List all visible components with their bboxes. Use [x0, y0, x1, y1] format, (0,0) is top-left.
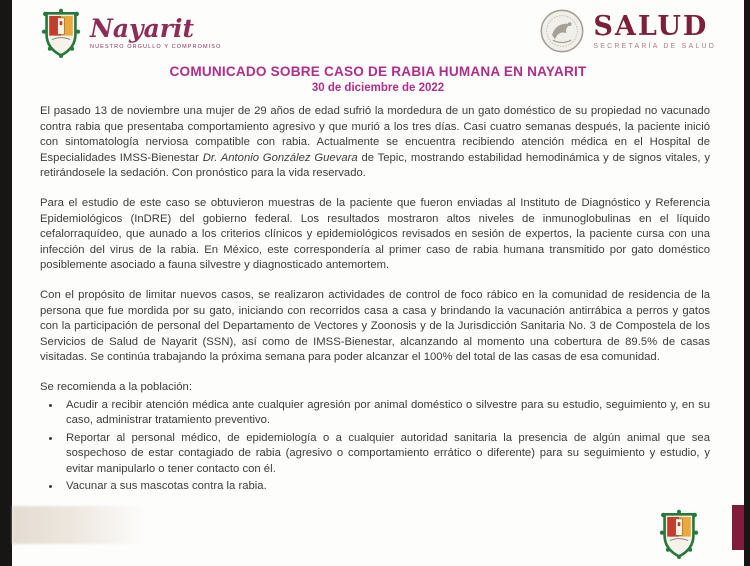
salud-wordmark: SALUD: [593, 10, 709, 42]
paragraph-1: [40, 104, 710, 182]
document-header: [12, 6, 744, 58]
title-block: [12, 64, 744, 94]
document-date: 30 de diciembre de 2022: [311, 82, 445, 94]
salud-seal-icon: [539, 8, 585, 54]
nayarit-wordmark: Nayarit: [90, 14, 194, 43]
nayarit-wordmark-block: [90, 16, 221, 50]
page-title: COMUNICADO SOBRE CASO DE RABIA HUMANA EN NAYARIT: [169, 64, 587, 79]
salud-logo: [539, 8, 716, 54]
recommendations-intro: Se recomienda a la población:: [40, 380, 192, 393]
paragraph-1-text: El pasado 13 de noviembre una mujer de 29 años de edad sufrió la mordedura de un gato doméstico de su propiedad no vacunado contra rabia que presentaba comportamiento agresivo y que murió a los tres días. Casi cuatro semanas después, la paciente inició con sintomatología nerviosa compatible con rabia. Actualmente se encuentra recibiendo atención médica en el Hospital de Especialidades IMSS-Bienestar: [40, 105, 710, 164]
nayarit-crest-footer-icon: [658, 508, 700, 560]
salud-wordmark-block: [593, 10, 716, 50]
hospital-name: Dr. Antonio González Guevara: [202, 151, 358, 164]
recommendation-item: • Vacunar a sus mascotas contra la rabia.: [61, 479, 710, 495]
right-letterbox-bar: [744, 0, 750, 566]
nayarit-tagline: NUESTRO ORGULLO Y COMPROMISO: [90, 44, 222, 50]
maroon-accent-bar: [732, 505, 744, 550]
recommendation-item: • Reportar al personal médico, de epidemiología o a cualquier autoridad sanitaria la presencia de algún animal que sea sospechoso de estar contagiado de rabia (agresivo o comportamiento errático o diferente) para su seguimiento y estudio, y evitar manipularlo o tener contacto con él.: [61, 431, 710, 478]
recommendation-item: • Acudir a recibir atención médica ante cualquier agresión por animal doméstico o silvestre para su estudio, seguimiento y, en su caso, administrar tratamiento preventivo.: [61, 398, 710, 429]
scan-smudge: [12, 506, 154, 544]
paragraph-3: Con el propósito de limitar nuevos casos, se realizaron actividades de control de foco rábico en la comunidad de residencia de la persona que fue mordida por su gato, iniciando con recorridos casa a casa y brindando la vacunación antirrábica a perros y gatos con la participación de personal del Departamento de Vectores y Zoonosis y de la Jurisdicción Sanitaria No. 3 de Compostela de los Servicios de Salud de Nayarit (SSN), así como de IMSS-Bienestar, alcanzando al momento una cobertura de 89.5% de casas visitadas. Se continúa trabajando la próxima semana para poder alcanzar el 100% del total de las casas de esa comunidad.: [40, 288, 710, 364]
recommendations-list: [40, 398, 710, 496]
left-letterbox-bar: [0, 0, 12, 566]
nayarit-crest-icon: [40, 8, 82, 58]
nayarit-logo: [40, 8, 221, 58]
paragraph-2: Para el estudio de este caso se obtuvieron muestras de la paciente que fueron enviadas al Instituto de Diagnóstico y Referencia Epidemiológicos (InDRE) del gobierno federal. Los resultados mostraron altos niveles de inmunoglobulinas en el líquido cefalorraquídeo, que aunado a los criterios clínicos y epidemiológicos revisados en sesión de expertos, la paciente cursa con una infección del virus de la rabia. En México, este correspondería al primer caso de rabia humana transmitido por gato doméstico posiblemente asociado a fauna silvestre y diagnosticado antemortem.: [40, 196, 710, 272]
paragraph-1-continuation: de Tepic, mostrando estabilidad hemodinámica y de signos vitales, y retirándosele la sedación. Con pronóstico para la vida reservado.: [40, 151, 710, 180]
document-body: [40, 104, 710, 497]
salud-subtitle: SECRETARÍA DE SALUD: [593, 42, 716, 50]
